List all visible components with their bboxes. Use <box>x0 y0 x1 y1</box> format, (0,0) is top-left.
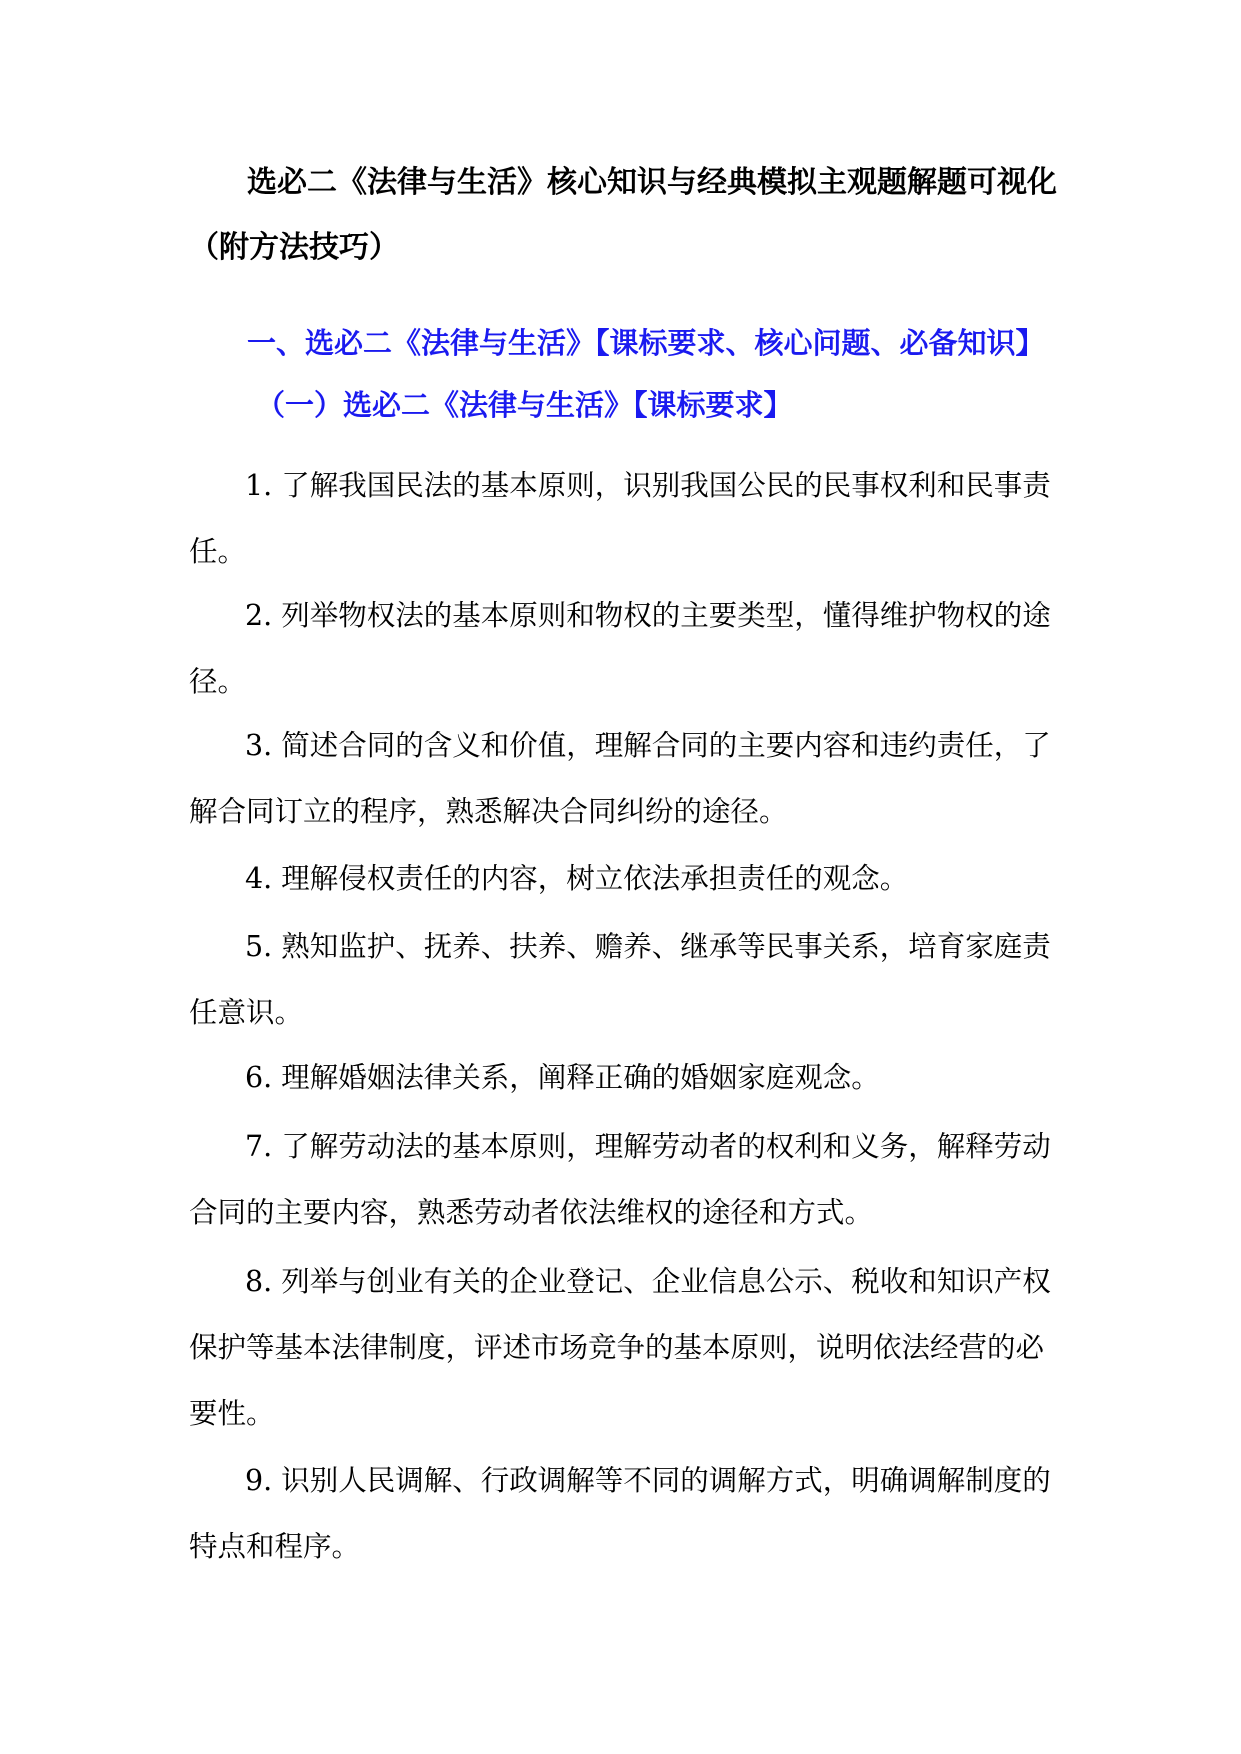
requirement-item-6: 6. 理解婚姻法律关系，阐释正确的婚姻家庭观念。 <box>245 1061 880 1094</box>
requirement-item-9: 9. 识别人民调解、行政调解等不同的调解方式，明确调解制度的特点和程序。 <box>189 1464 1051 1563</box>
subsection-heading: （一）选必二《法律与生活》【课标要求】 <box>256 388 793 422</box>
requirement-item-1: 1. 了解我国民法的基本原则，识别我国公民的民事权利和民事责任。 <box>189 469 1051 568</box>
requirement-item-3: 3. 简述合同的含义和价值，理解合同的主要内容和违约责任，了解合同订立的程序，熟悉解决合同纠纷的途径。 <box>189 729 1051 828</box>
requirement-item-5: 5. 熟知监护、抚养、扶养、赡养、继承等民事关系，培育家庭责任意识。 <box>189 930 1051 1029</box>
requirement-item-4: 4. 理解侵权责任的内容，树立依法承担责任的观念。 <box>245 862 909 895</box>
section-heading: 一、选必二《法律与生活》【课标要求、核心问题、必备知识】 <box>247 326 1045 360</box>
requirement-item-2: 2. 列举物权法的基本原则和物权的主要类型，懂得维护物权的途径。 <box>189 599 1051 698</box>
requirement-item-7: 7. 了解劳动法的基本原则，理解劳动者的权利和义务，解释劳动合同的主要内容，熟悉劳动者依法维权的途径和方式。 <box>189 1130 1051 1229</box>
requirement-item-8: 8. 列举与创业有关的企业登记、企业信息公示、税收和知识产权保护等基本法律制度，评述市场竞争的基本原则，说明依法经营的必要性。 <box>189 1265 1051 1430</box>
document-title-suffix: （附方法技巧） <box>189 230 399 265</box>
document-title: 选必二《法律与生活》核心知识与经典模拟主观题解题可视化 <box>247 165 1057 200</box>
